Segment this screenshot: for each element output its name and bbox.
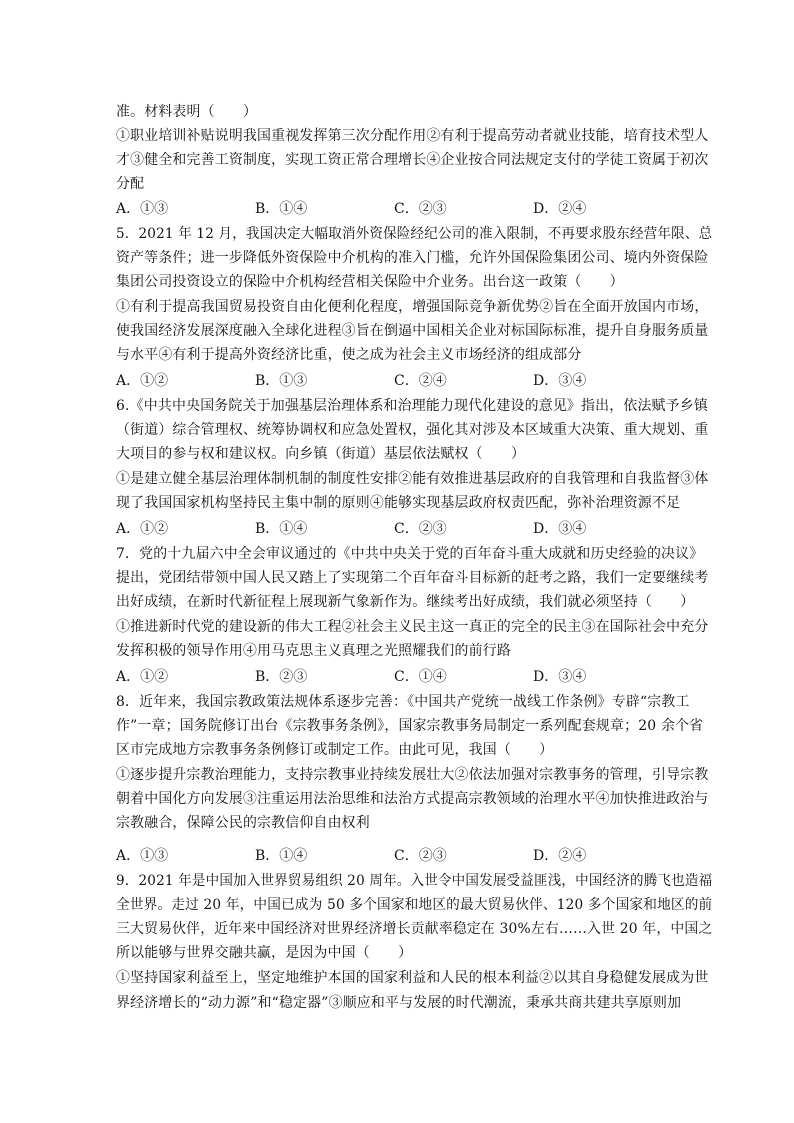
q7-option-d[interactable]: D．③④	[533, 669, 587, 685]
q4-option-b[interactable]: B．①④	[255, 201, 308, 217]
q5-line-2: 资产等条件；进一步降低外资保险中介机构的准入门槛，允许外国保险集团公司、境内外资保险	[116, 250, 709, 266]
q7-line-1: 7．党的十九届六中全会审议通过的《中共中央关于党的百年奋斗重大成就和历史经验的决议》	[116, 546, 704, 562]
q4-line-2: ①职业培训补贴说明我国重视发挥第三次分配作用②有利于提高劳动者就业技能，培育技术型人	[116, 128, 709, 144]
q8-option-b[interactable]: B．①④	[255, 848, 308, 864]
q7-line-2: 提出，党团结带领中国人民又踏上了实现第二个百年奋斗目标新的赶考之路，我们一定要继续考	[116, 570, 709, 586]
q8-line-3: 区市完成地方宗教事务条例修订或制定工作。由此可见，我国（ ）	[116, 742, 554, 758]
q4-option-c[interactable]: C．②③	[394, 201, 447, 217]
q6-line-1: 6.《中共中央国务院关于加强基层治理体系和治理能力现代化建设的意见》指出，依法赋予乡镇	[116, 398, 708, 414]
q6-option-b[interactable]: B．①④	[255, 521, 308, 537]
q5-line-5: 使我国经济发展深度融入全球化进程③旨在倒逼中国相关企业对标国际标准，提升自身服务质量	[116, 323, 709, 339]
q5-option-b[interactable]: B．①③	[255, 373, 308, 389]
q7-option-c[interactable]: C．①④	[394, 669, 447, 685]
q5-option-a[interactable]: A．①②	[116, 373, 169, 389]
q6-line-3: 大项目的参与权和建议权。向乡镇（街道）基层依法赋权（ ）	[116, 446, 526, 462]
q5-line-3: 集团公司投资设立的保险中介机构经营相关保险中介业务。出台这一政策（ ）	[116, 274, 624, 290]
q7-option-a[interactable]: A．①②	[116, 669, 169, 685]
q5-line-4: ①有利于提高我国贸易投资自由化便利化程度，增强国际竞争新优势②旨在全面开放国内市场，	[116, 299, 709, 315]
q9-line-6: 界经济增长的“动力源”和“稳定器”③顺应和平与发展的时代潮流，秉承共商共建共享原则加	[116, 995, 682, 1011]
q5-option-d[interactable]: D．③④	[533, 373, 587, 389]
q4-line-3: 才③健全和完善工资制度，实现工资正常合理增长④企业按合同法规定支付的学徒工资属于初次	[116, 152, 709, 168]
q8-line-4: ①逐步提升宗教治理能力，支持宗教事业持续发展壮大②依法加强对宗教事务的管理，引导宗教	[116, 767, 709, 783]
q7-line-5: 发挥积极的领导作用④用马克思主义真理之光照耀我们的前行路	[116, 643, 511, 659]
q4-option-a[interactable]: A．①③	[116, 201, 169, 217]
q9-line-2: 全世界。走过 20 年，中国已成为 50 多个国家和地区的最大贸易伙伴、120 多个国家和地区的前	[116, 897, 713, 913]
q8-option-d[interactable]: D．②④	[533, 848, 587, 864]
q9-line-3: 三大贸易伙伴，近年来中国经济对世界经济增长贡献率稳定在 30%左右……入世 20 年，中国之	[116, 921, 713, 937]
q9-line-4: 所以能够与世界交融共赢，是因为中国（ ）	[116, 945, 413, 961]
q6-line-2: （街道）综合管理权、统筹协调权和应急处置权，强化其对涉及本区域重大决策、重大规划、重	[116, 422, 709, 438]
q4-option-d[interactable]: D．②④	[533, 201, 587, 217]
q4-line-1: 准。材料表明（ ）	[116, 104, 258, 120]
q8-line-2: 作”一章；国务院修订出台《宗教事务条例》，国家宗教事务局制定一系列配套规章；20 余个省	[116, 718, 704, 734]
q7-option-b[interactable]: B．②③	[255, 669, 308, 685]
q8-option-c[interactable]: C．②③	[394, 848, 447, 864]
q5-line-6: 与水平④有利于提高外资经济比重，使之成为社会主义市场经济的组成部分	[116, 347, 582, 363]
q9-line-1: 9．2021 年是中国加入世界贸易组织 20 周年。入世令中国发展受益匪浅，中国经济的腾飞也造福	[116, 873, 713, 889]
q8-line-5: 朝着中国化方向发展③注重运用法治思维和法治方式提高宗教领域的治理水平④加快推进政治与	[116, 791, 709, 807]
q6-line-4: ①是建立健全基层治理体制机制的制度性安排②能有效推进基层政府的自我管理和自我监督③体	[116, 471, 709, 487]
q5-option-c[interactable]: C．②④	[394, 373, 447, 389]
q8-line-1: 8．近年来，我国宗教政策法规体系逐步完善：《中国共产党统一战线工作条例》专辟“宗教工	[116, 694, 690, 710]
q4-line-4: 分配	[116, 176, 145, 192]
q7-line-4: ①推进新时代党的建设新的伟大工程②社会主义民主这一真正的完全的民主③在国际社会中充分	[116, 619, 709, 635]
q9-line-5: ①坚持国家利益至上，坚定地维护本国的国家利益和人民的根本利益②以其自身稳健发展成为世	[116, 970, 709, 986]
q5-line-1: 5．2021 年 12 月，我国决定大幅取消外资保险经纪公司的准入限制，不再要求股东经营年限、总	[116, 226, 713, 242]
q6-line-5: 现了我国国家机构坚持民主集中制的原则④能够实现基层政府权责匹配，弥补治理资源不足	[116, 495, 681, 511]
q6-option-a[interactable]: A．①②	[116, 521, 169, 537]
q8-line-6: 宗教融合，保障公民的宗教信仰自由权利	[116, 815, 370, 831]
q8-option-a[interactable]: A．①③	[116, 848, 169, 864]
q6-option-c[interactable]: C．②③	[394, 521, 447, 537]
q7-line-3: 出好成绩，在新时代新征程上展现新气象新作为。继续考出好成绩，我们就必须坚持（ ）	[116, 594, 695, 610]
q6-option-d[interactable]: D．③④	[533, 521, 587, 537]
